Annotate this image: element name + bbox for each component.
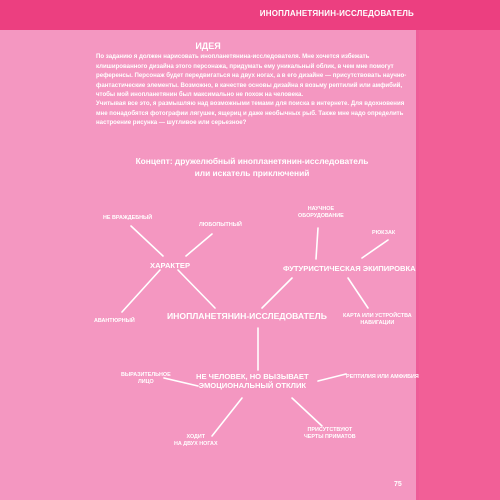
idea-paragraph-2: Учитывая все это, я размышляю над возможными темами для поиска в интернете. Для вдохновения мне понадобятся фотографии лягушек, ящериц и даже необычных рыб. Также мне надо определить настроение рисунка — шутливое или серьезное?	[96, 100, 405, 127]
link-character-adventurous	[122, 270, 160, 312]
center-node: ИНОПЛАНЕТЯНИН-ИССЛЕДОВАТЕЛЬ	[167, 311, 327, 321]
curious-node: ЛЮБОПЫТНЫЙ	[199, 222, 242, 228]
reptile-node: РЕПТИЛИЯ ИЛИ АМФИБИЯ	[346, 374, 419, 380]
face-line-2: ЛИЦО	[137, 378, 154, 385]
link-emotion-primate	[292, 398, 322, 426]
concept-line-1: Концепт: дружелюбный инопланетянин-исследователь	[135, 156, 369, 166]
running-header: ИНОПЛАНЕТЯНИН-ИССЛЕДОВАТЕЛЬ	[259, 9, 414, 18]
idea-heading: ИДЕЯ	[195, 41, 221, 51]
emotion-line-1: НЕ ЧЕЛОВЕК, НО ВЫЗЫВАЕТ	[196, 372, 309, 381]
science-line-1: НАУЧНОЕ	[307, 206, 335, 212]
face-node	[121, 372, 171, 386]
walks-line-2: НА ДВУХ НОГАХ	[174, 440, 218, 447]
link-character-not-hostile	[131, 226, 163, 256]
primate-node	[304, 427, 356, 441]
science-equipment-node	[298, 206, 344, 220]
adventurous-node: АВАНТЮРНЫЙ	[94, 318, 135, 324]
character-node: ХАРАКТЕР	[150, 261, 191, 270]
map-line-2: НАВИГАЦИИ	[360, 319, 395, 326]
page-number: 75	[394, 481, 402, 488]
emotion-node	[196, 372, 309, 391]
walks-line-1: ХОДИТ	[186, 434, 206, 440]
map-line-1: КАРТА ИЛИ УСТРОЙСТВА	[343, 313, 412, 319]
link-equipment-science	[316, 228, 318, 259]
link-center-equipment	[262, 278, 292, 308]
emotion-line-2: ЭМОЦИОНАЛЬНЫЙ ОТКЛИК	[198, 381, 307, 391]
face-line-1: ВЫРАЗИТЕЛЬНОЕ	[121, 372, 171, 378]
link-emotion-reptile	[318, 374, 346, 381]
idea-paragraph-1: По заданию я должен нарисовать инопланетянина-исследователя. Мне хочется избежать клишированного дизайна этого персонажа, придумать ему уникальный облик, в чем мне помогут референсы. Персонаж будет передвигаться на двух ногах, а в его дизайне — присутствовать научно-фантастические элементы. Возможно, в качестве основы дизайна я возьму рептилий или амфибий, чтобы мой инопланетянин был максимально не похож на человека.	[96, 53, 407, 99]
link-character-curious	[186, 234, 212, 256]
link-equipment-map	[348, 278, 368, 308]
backpack-node: РЮКЗАК	[372, 230, 396, 236]
primate-line-1: ПРИСУТСТВУЮТ	[307, 427, 353, 433]
link-center-character	[178, 270, 215, 308]
not-hostile-node: НЕ ВРАЖДЕБНЫЙ	[103, 215, 153, 221]
walks-node	[174, 434, 218, 448]
map-node	[343, 313, 412, 327]
science-line-2: ОБОРУДОВАНИЕ	[298, 212, 344, 219]
primate-line-2: ЧЕРТЫ ПРИМАТОВ	[304, 433, 356, 440]
concept-line-2: или искатель приключений	[194, 168, 310, 178]
equipment-node: ФУТУРИСТИЧЕСКАЯ ЭКИПИРОВКА	[283, 264, 416, 273]
link-equipment-backpack	[362, 240, 388, 258]
link-emotion-walks	[212, 398, 242, 436]
